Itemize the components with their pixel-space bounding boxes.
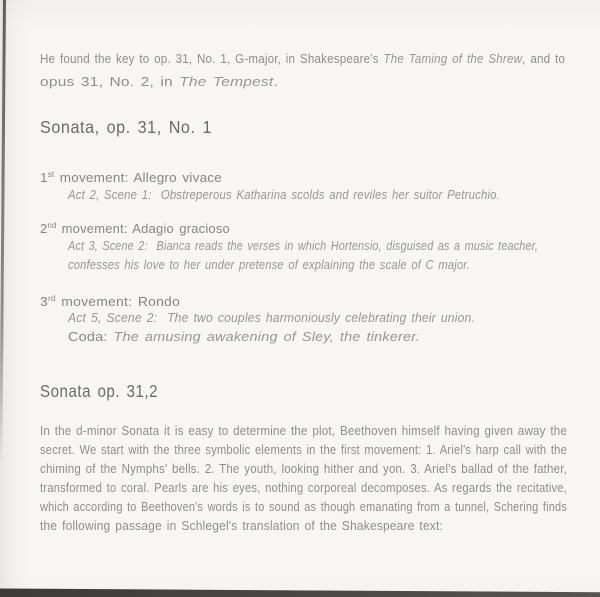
coda-label: Coda:	[68, 329, 114, 344]
intro-text: opus 31, No. 2, in	[40, 74, 180, 89]
movement-3-scene	[68, 309, 475, 326]
paragraph-line	[40, 422, 567, 439]
intro-text: He found the key to op. 31, No. 1, G-major, in Shakespeare's	[40, 51, 384, 66]
movement-number: 1	[40, 170, 48, 185]
movement-3-header	[40, 290, 180, 310]
movement-title: movement: Rondo	[55, 294, 180, 309]
paragraph-line	[40, 479, 567, 496]
scene-text: Act 5, Scene 2: The two couples harmoniously celebrating their union.	[68, 310, 475, 325]
paragraph-text: transformed to coral. Pearls are his eyes, nothing corporeal decomposes. As regards the recitative,	[40, 480, 567, 495]
paragraph-text: secret. We start with the three symbolic elements in the first movement: 1. Ariel's harp call with the	[40, 442, 567, 457]
ordinal-suffix: rd	[47, 294, 56, 303]
paragraph-line	[40, 517, 443, 534]
ordinal-suffix: st	[47, 170, 55, 179]
heading-text: Sonata, op. 31, No. 1	[40, 117, 212, 137]
paragraph-line	[40, 441, 567, 458]
movement-title: movement: Allegro vivace	[54, 170, 222, 185]
movement-2-header	[40, 217, 230, 237]
movement-1-scene	[68, 186, 500, 203]
paragraph-line	[40, 460, 567, 477]
scene-text: confesses his love to her under pretense of explaining the scale of C major.	[68, 257, 470, 272]
movement-3-coda	[68, 328, 420, 345]
movement-number: 2	[40, 221, 48, 236]
intro-line-2	[40, 73, 278, 90]
scan-edge-left-artifact	[0, 0, 6, 466]
work-title-italic: The Taming of the Shrew	[383, 51, 523, 66]
movement-number: 3	[40, 294, 48, 309]
paragraph-text: In the d-minor Sonata it is easy to determine the plot, Beethoven himself having given away the	[40, 423, 567, 438]
intro-text: .	[273, 74, 278, 89]
scene-text: Act 3, Scene 2: Bianca reads the verses in which Hortensio, disguised as a music teacher,	[68, 238, 538, 253]
paragraph-line	[40, 498, 567, 515]
section-heading-sonata-op31-no1	[40, 119, 212, 136]
movement-title: movement: Adagio gracioso	[56, 221, 230, 236]
ordinal-suffix: nd	[47, 221, 57, 230]
heading-text: Sonata op. 31,2	[40, 381, 158, 401]
intro-line-1	[40, 50, 565, 67]
section-heading-sonata-op31-2	[40, 383, 158, 400]
scene-text: Act 2, Scene 1: Obstreperous Katharina scolds and reviles her suitor Petruchio.	[68, 187, 500, 202]
paragraph-text: chiming of the Nymphs' bells. 2. The youth, looking hither and yon. 3. Ariel's ballad of the father,	[40, 461, 567, 476]
scan-edge-bottom-artifact	[0, 587, 600, 597]
movement-2-scene-line-1	[68, 237, 538, 254]
work-title-italic: The Tempest	[179, 74, 274, 89]
paragraph-text: which according to Beethoven's words is to sound as though emanating from a tunnel, Schering finds	[40, 499, 567, 514]
movement-2-scene-line-2	[68, 256, 470, 273]
paragraph-text: the following passage in Schlegel's translation of the Shakespeare text:	[40, 518, 443, 533]
intro-text: , and to	[522, 51, 565, 66]
movement-1-header	[40, 166, 222, 186]
coda-text: The amusing awakening of Sley, the tinkerer.	[113, 329, 420, 344]
